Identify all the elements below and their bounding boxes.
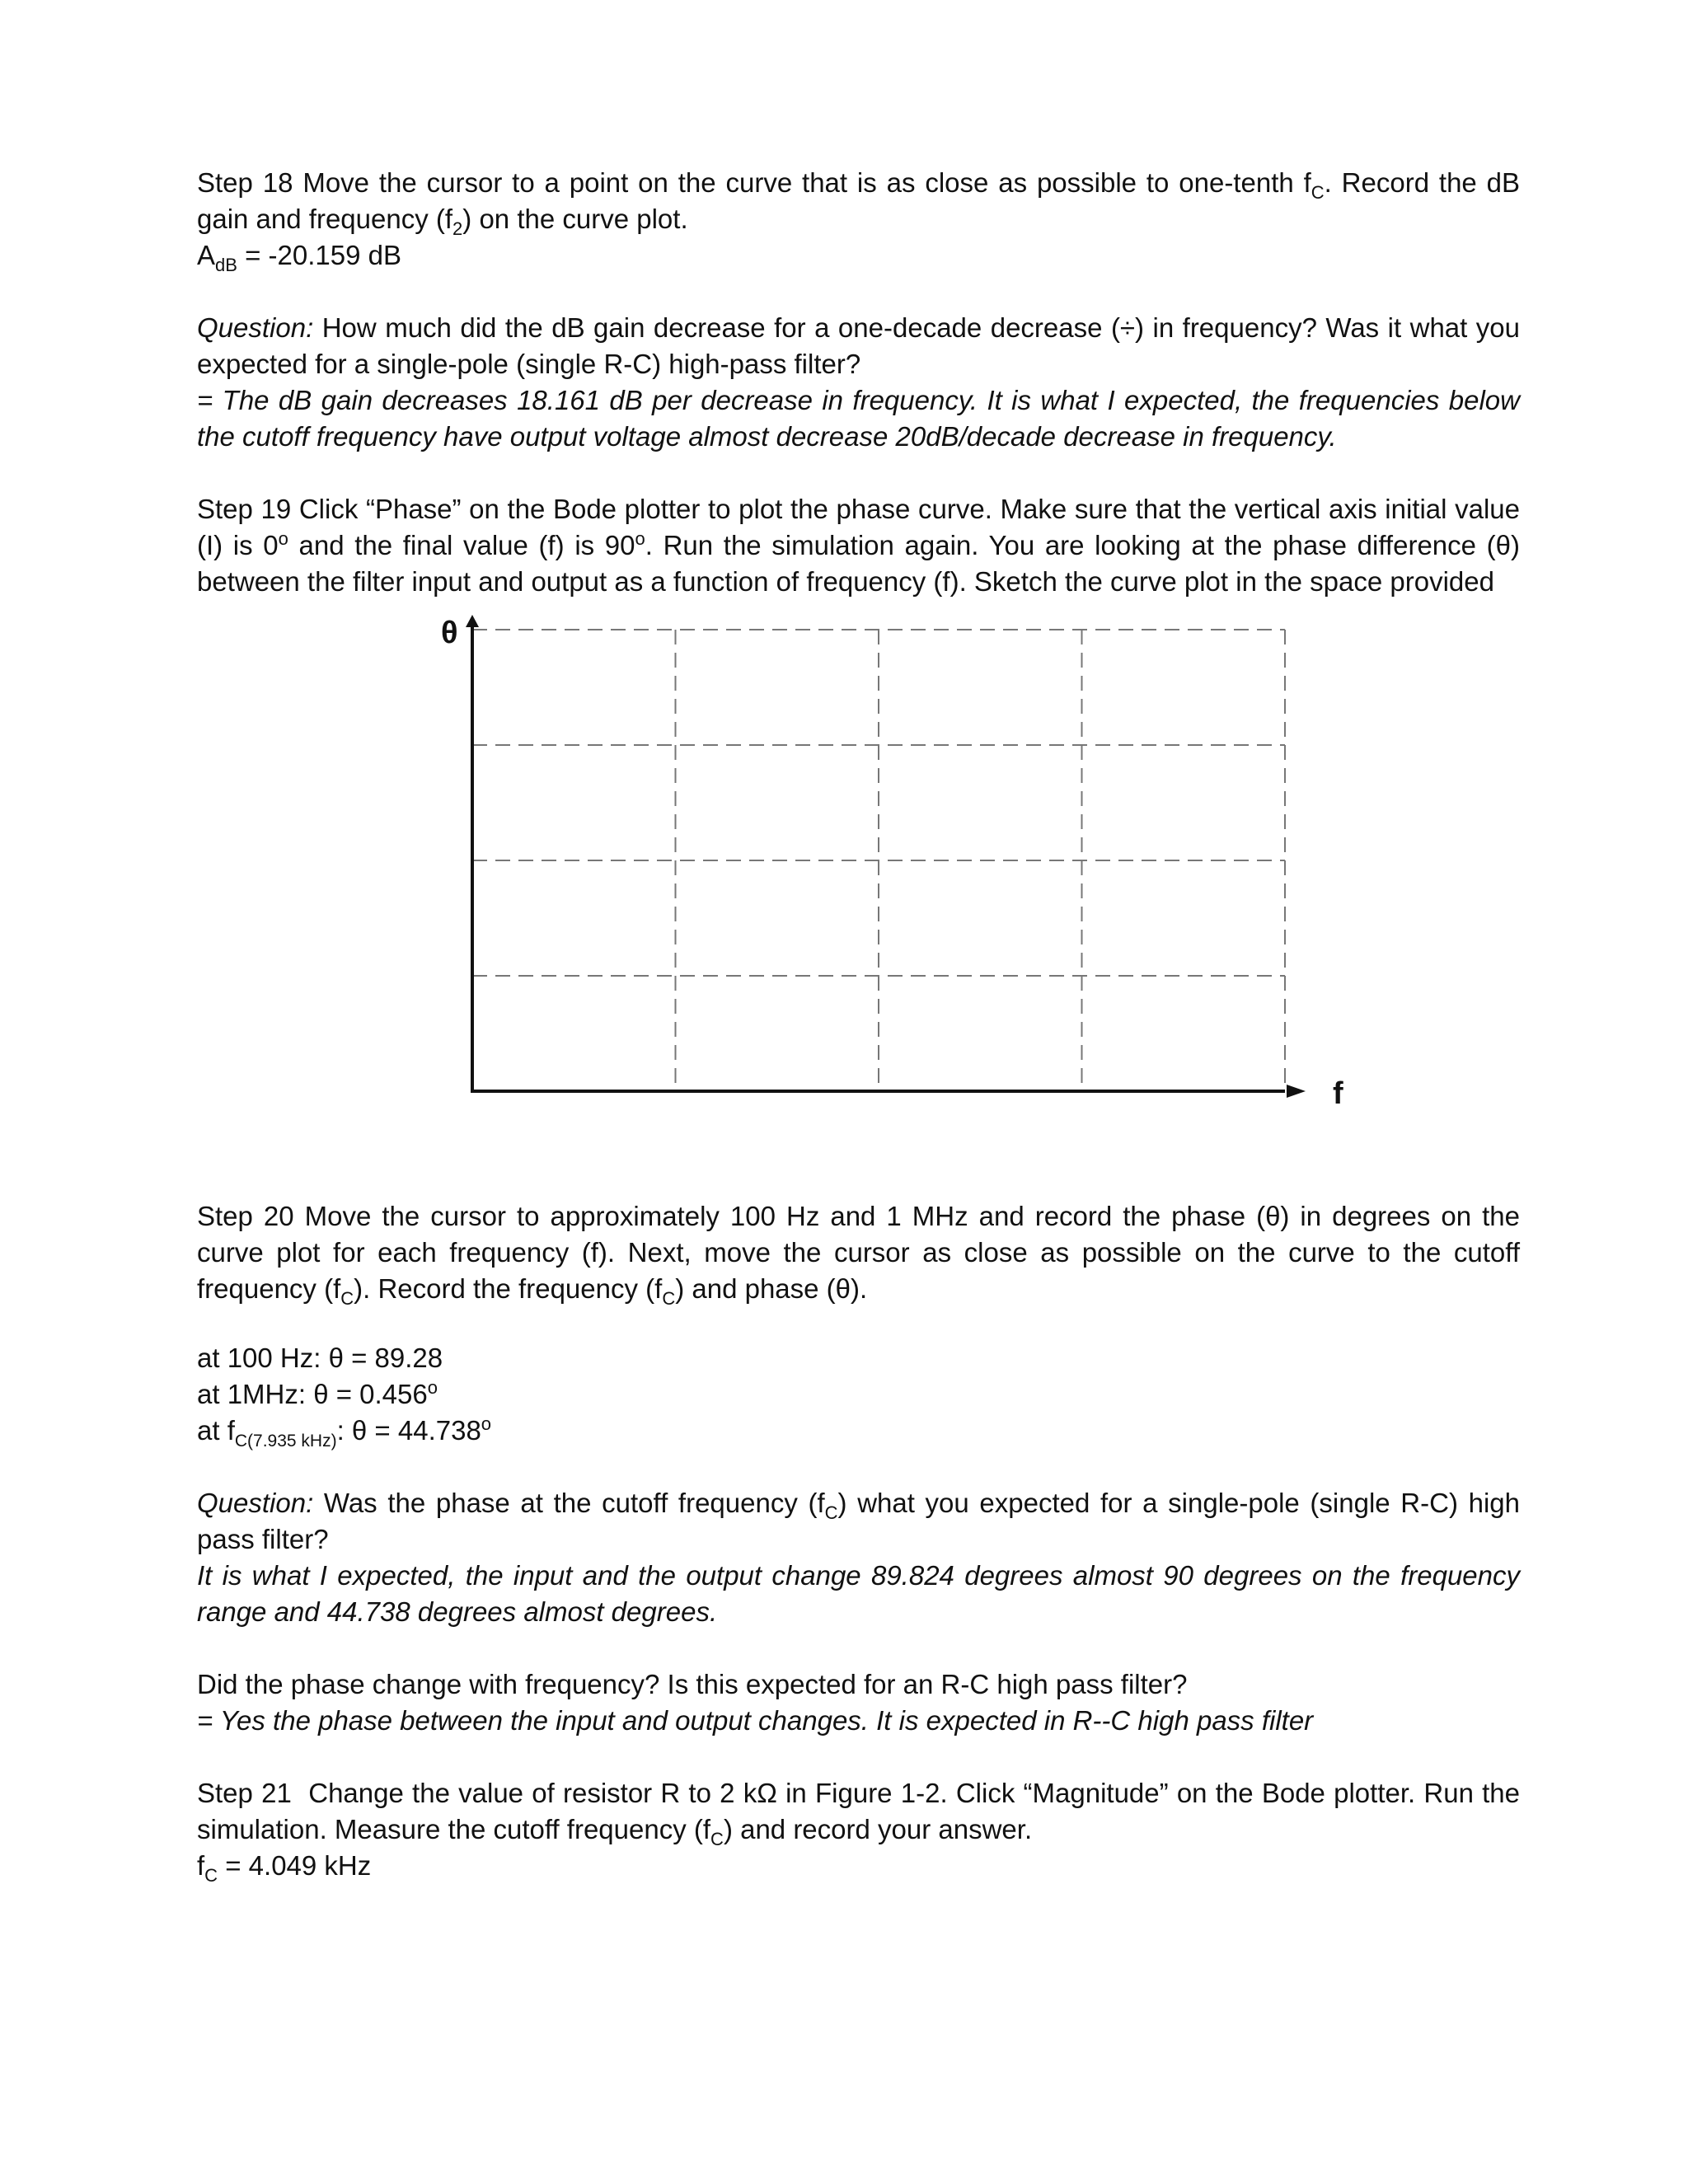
x-axis-label: f <box>1333 1076 1343 1111</box>
step-21-label: Step 21 <box>197 1778 292 1808</box>
step-18-text: . Record the dB gain and frequency (f <box>197 167 1521 234</box>
subscript: C <box>204 1865 218 1886</box>
question-3-answer: = Yes the phase between the input and output changes. It is expected in R--C high pass filter <box>197 1705 1314 1736</box>
question-1 <box>197 310 1520 382</box>
degree-mark: o <box>481 1413 492 1434</box>
result-symbol: f <box>197 1850 205 1881</box>
question-text: How much did the dB gain decrease for a one-decade decrease (÷) in frequency? Was it what you expected for a single-pole (single R-C) high-pass filter? <box>197 312 1520 379</box>
question-label: Question: <box>197 1488 314 1518</box>
subscript: C <box>662 1288 676 1309</box>
sketch-area <box>197 600 1520 1179</box>
step-20-text: ). Record the frequency (f <box>354 1273 663 1304</box>
degree-mark: o <box>278 528 288 549</box>
step-20-text: Move the cursor to approximately 100 Hz and 1 MHz and record the phase (θ) in degrees on the curve plot for each frequency (f). Next, move the cursor as close as possible on the curve to the cutoff frequency (f <box>197 1201 1520 1304</box>
subscript: C <box>710 1829 724 1849</box>
subscript: C <box>340 1288 354 1309</box>
question-text: ) what you expected for a single-pole (single R-C) high pass filter? <box>197 1488 1520 1554</box>
question-1-answer: = The dB gain decreases 18.161 dB per decrease in frequency. It is what I expected, the frequencies below the cutoff frequency have output voltage almost decrease 20dB/decade decrease in frequency. <box>197 385 1520 452</box>
step-20-label: Step 20 <box>197 1201 294 1231</box>
result-symbol: A <box>197 240 216 270</box>
graph-grid <box>472 630 1285 1091</box>
step-20-paragraph <box>197 1198 1520 1307</box>
step-21-text: ) and record your answer. <box>723 1814 1033 1844</box>
phase-sketch-graph <box>197 600 1351 1179</box>
y-axis-label: θ <box>441 616 458 650</box>
question-label: Question: <box>197 312 314 343</box>
step-19-label: Step 19 <box>197 494 292 524</box>
step-18-paragraph <box>197 165 1520 237</box>
result-value: = 4.049 kHz <box>218 1850 372 1881</box>
question-2 <box>197 1485 1520 1558</box>
result-value: at 1MHz: θ = 0.456 <box>197 1379 428 1409</box>
step-21-result <box>197 1848 1520 1884</box>
result-cutoff <box>197 1413 1520 1449</box>
document-page <box>197 165 1520 1884</box>
subscript: C <box>1311 182 1325 203</box>
subscript: 2 <box>452 218 463 239</box>
step-19-paragraph <box>197 491 1520 600</box>
step-18-result <box>197 237 1520 274</box>
question-2-answer: It is what I expected, the input and the output change 89.824 degrees almost 90 degrees on the frequency range and 44.738 degrees almost degrees. <box>197 1560 1520 1627</box>
step-19-text: and the final value (f) is 90 <box>288 530 635 560</box>
x-axis-arrow <box>1287 1085 1306 1098</box>
step-18-label: Step 18 <box>197 167 293 198</box>
degree-mark: o <box>635 528 645 549</box>
result-100hz: at 100 Hz: θ = 89.28 <box>197 1343 443 1373</box>
result-value: = -20.159 dB <box>237 240 402 270</box>
step-19-text: . Run the simulation again. You are looking at the phase difference (θ) between the filter input and output as a function of frequency (f). Sketch the curve plot in the space provided <box>197 530 1520 597</box>
result-symbol: at f <box>197 1415 235 1446</box>
step-20-text: ) and phase (θ). <box>675 1273 868 1304</box>
step-19-text: Click “Phase” on the Bode plotter to plot the phase curve. Make sure that the vertical axis initial value (I) is 0 <box>197 494 1520 560</box>
subscript: dB <box>215 255 237 275</box>
question-3: Did the phase change with frequency? Is this expected for an R-C high pass filter? <box>197 1669 1188 1699</box>
degree-mark: o <box>427 1377 438 1398</box>
result-value: : θ = 44.738 <box>336 1415 481 1446</box>
step-18-text: ) on the curve plot. <box>462 204 688 234</box>
subscript: C <box>824 1502 838 1523</box>
step-21-text: Change the value of resistor R to 2 kΩ in Figure 1-2. Click “Magnitude” on the Bode plotter. Run the simulation. Measure the cutoff frequency (f <box>197 1778 1521 1844</box>
step-21-paragraph <box>197 1775 1520 1848</box>
subscript: C(7.935 kHz) <box>234 1432 337 1451</box>
y-axis-arrow <box>466 615 479 627</box>
step-18-text: Move the cursor to a point on the curve that is as close as possible to one-tenth f <box>302 167 1311 198</box>
result-1mhz <box>197 1376 1520 1413</box>
question-text: Was the phase at the cutoff frequency (f <box>313 1488 825 1518</box>
